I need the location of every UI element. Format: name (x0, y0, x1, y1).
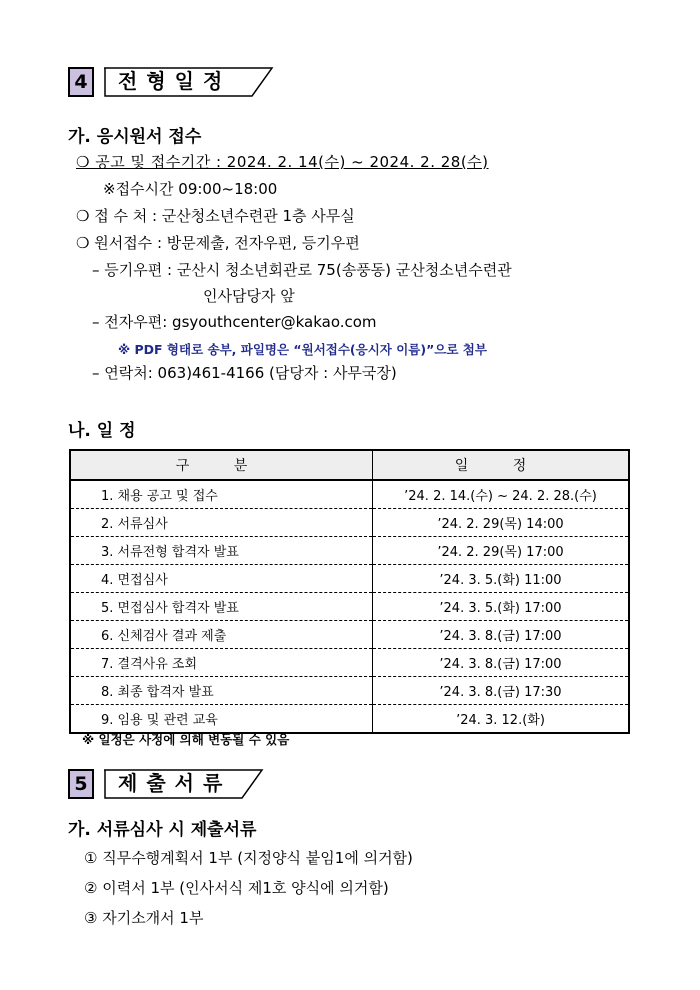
subheading-application: 가. 응시원서 접수 (68, 127, 202, 147)
row-step: 5. 면접심사 합격자 발표 (70, 593, 373, 621)
row-step: 1. 채용 공고 및 접수 (70, 480, 373, 509)
schedule-table (69, 449, 630, 734)
section-number-5: 5 (68, 769, 94, 799)
section-title-5 (104, 769, 264, 799)
section-title-text: 제출서류 (118, 771, 232, 795)
table-row (70, 509, 629, 537)
row-step: 6. 신체검사 결과 제출 (70, 621, 373, 649)
registered-mail-recipient: 인사담당자 앞 (203, 287, 295, 305)
application-place: ❍ 접 수 처 : 군산청소년수련관 1층 사무실 (76, 207, 355, 225)
subheading-schedule: 나. 일 정 (68, 421, 136, 441)
table-row (70, 677, 629, 705)
row-date: ’24. 2. 14.(수) ~ 24. 2. 28.(수) (373, 480, 630, 509)
application-hours: ※접수시간 09:00~18:00 (103, 180, 278, 198)
table-row (70, 649, 629, 677)
row-date: ’24. 3. 12.(화) (373, 705, 630, 734)
section-number-4: 4 (68, 67, 94, 97)
document-item: ① 직무수행계획서 1부 (지정양식 붙임1에 의거함) (84, 849, 413, 867)
schedule-note: ※ 일정은 사정에 의해 변동될 수 있음 (82, 732, 290, 747)
row-step: 4. 면접심사 (70, 565, 373, 593)
column-header-date: 일 정 (373, 450, 630, 480)
application-method: ❍ 원서접수 : 방문제출, 전자우편, 등기우편 (76, 234, 360, 252)
row-step: 9. 임용 및 관련 교육 (70, 705, 373, 734)
row-date: ’24. 3. 8.(금) 17:00 (373, 649, 630, 677)
row-step: 2. 서류심사 (70, 509, 373, 537)
email-note: ※ PDF 형태로 송부, 파일명은 “원서접수(응시자 이름)”으로 첨부 (118, 342, 487, 357)
schedule-header-row (70, 450, 629, 480)
row-step: 7. 결격사유 조회 (70, 649, 373, 677)
table-row (70, 593, 629, 621)
table-row (70, 480, 629, 509)
row-date: ’24. 3. 8.(금) 17:00 (373, 621, 630, 649)
row-date: ’24. 3. 5.(화) 11:00 (373, 565, 630, 593)
registered-mail: – 등기우편 : 군산시 청소년회관로 75(송풍동) 군산청소년수련관 (92, 261, 512, 279)
row-step: 8. 최종 합격자 발표 (70, 677, 373, 705)
column-header-category: 구 분 (70, 450, 373, 480)
section-title-4 (104, 67, 274, 97)
document-item: ③ 자기소개서 1부 (84, 909, 204, 927)
row-step: 3. 서류전형 합격자 발표 (70, 537, 373, 565)
table-row (70, 565, 629, 593)
row-date: ’24. 2. 29(목) 14:00 (373, 509, 630, 537)
row-date: ’24. 3. 5.(화) 17:00 (373, 593, 630, 621)
document-item: ② 이력서 1부 (인사서식 제1호 양식에 의거함) (84, 879, 389, 897)
subheading-documents: 가. 서류심사 시 제출서류 (68, 820, 257, 840)
contact-info: – 연락처: 063)461-4166 (담당자 : 사무국장) (92, 364, 397, 382)
email-address: – 전자우편: gsyouthcenter@kakao.com (92, 313, 377, 331)
table-row (70, 537, 629, 565)
row-date: ’24. 3. 8.(금) 17:30 (373, 677, 630, 705)
table-row (70, 621, 629, 649)
section-title-text: 전형일정 (118, 69, 232, 93)
application-period: ❍ 공고 및 접수기간 : 2024. 2. 14(수) ~ 2024. 2. 28(수) (76, 153, 489, 171)
table-row (70, 705, 629, 734)
row-date: ’24. 2. 29(목) 17:00 (373, 537, 630, 565)
